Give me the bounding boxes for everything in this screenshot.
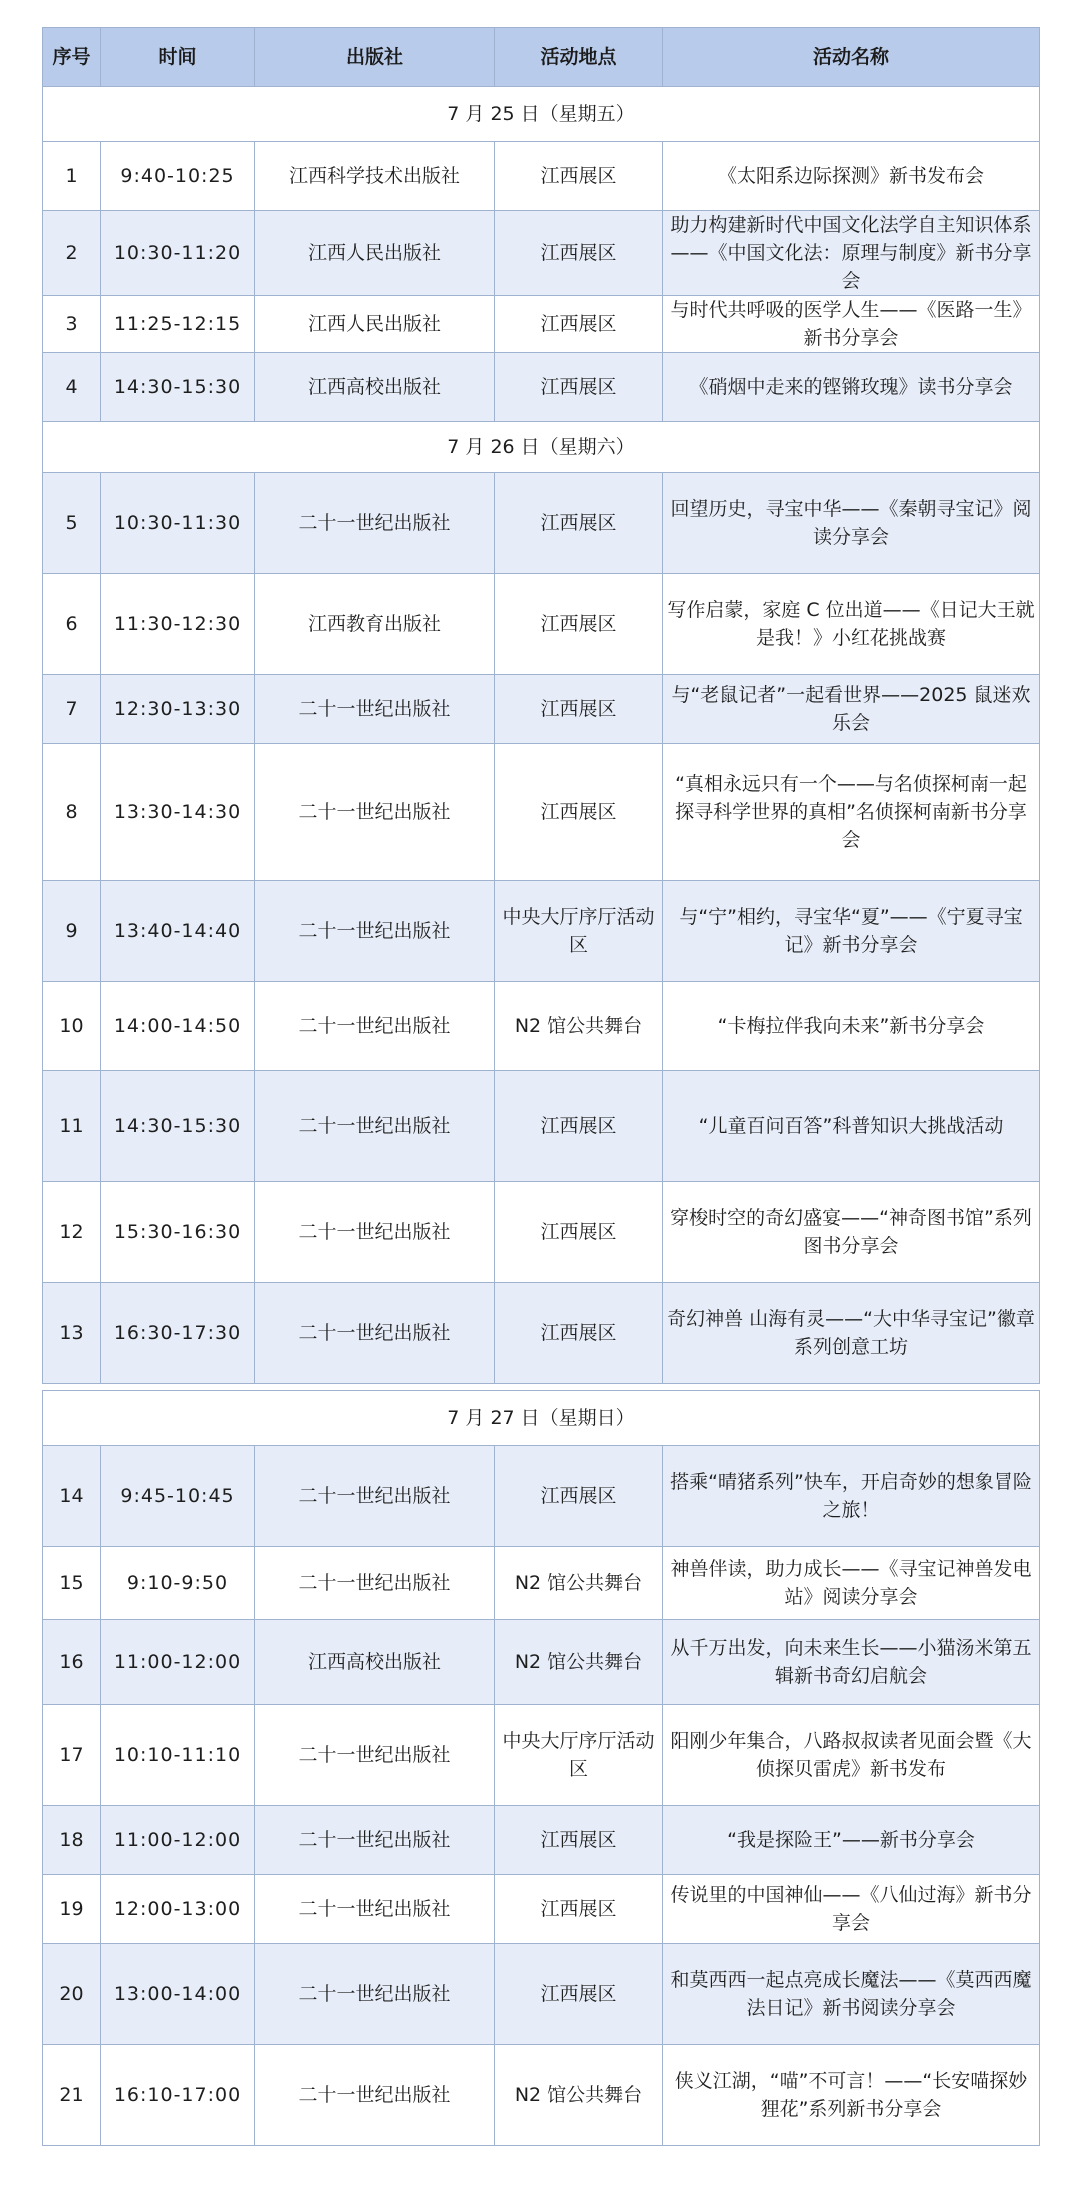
row-number: 20 [43,1944,101,2045]
row-publisher: 江西教育出版社 [255,574,495,675]
row-activity: 《太阳系边际探测》新书发布会 [663,142,1040,211]
row-activity: 与“老鼠记者”一起看世界——2025 鼠迷欢乐会 [663,675,1040,744]
row-activity: 奇幻神兽 山海有灵——“大中华寻宝记”徽章系列创意工坊 [663,1283,1040,1384]
row-venue: 江西展区 [495,744,663,881]
row-venue: 江西展区 [495,1071,663,1182]
row-publisher: 二十一世纪出版社 [255,982,495,1071]
row-venue: 江西展区 [495,1283,663,1384]
row-venue: 江西展区 [495,1182,663,1283]
schedule-table-part2 [42,1390,1040,2146]
header-row [43,28,1040,87]
schedule-table-part1 [42,27,1040,1384]
row-number: 21 [43,2045,101,2146]
row-time: 11:00-12:00 [101,1806,255,1875]
row-number: 16 [43,1620,101,1705]
row-activity: 搭乘“晴猪系列”快车，开启奇妙的想象冒险之旅！ [663,1446,1040,1547]
table-row [43,1446,1040,1547]
row-venue: 江西展区 [495,142,663,211]
row-venue: 江西展区 [495,296,663,353]
row-venue: 江西展区 [495,675,663,744]
row-publisher: 二十一世纪出版社 [255,1806,495,1875]
row-venue: 江西展区 [495,574,663,675]
row-publisher: 江西科学技术出版社 [255,142,495,211]
row-time: 12:30-13:30 [101,675,255,744]
table-row [43,2045,1040,2146]
row-activity: “我是探险王”——新书分享会 [663,1806,1040,1875]
row-activity: 穿梭时空的奇幻盛宴——“神奇图书馆”系列图书分享会 [663,1182,1040,1283]
row-venue: 江西展区 [495,1875,663,1944]
row-time: 10:30-11:20 [101,211,255,296]
row-activity: “卡梅拉伴我向未来”新书分享会 [663,982,1040,1071]
row-time: 15:30-16:30 [101,1182,255,1283]
row-publisher: 江西高校出版社 [255,353,495,422]
row-number: 18 [43,1806,101,1875]
date-label: 7 月 25 日（星期五） [43,87,1040,142]
table-row [43,1071,1040,1182]
row-publisher: 二十一世纪出版社 [255,881,495,982]
row-number: 10 [43,982,101,1071]
row-number: 19 [43,1875,101,1944]
header-seq: 序号 [43,28,101,87]
table-row [43,1283,1040,1384]
row-publisher: 二十一世纪出版社 [255,2045,495,2146]
row-number: 6 [43,574,101,675]
row-time: 10:30-11:30 [101,473,255,574]
row-number: 8 [43,744,101,881]
row-activity: 《硝烟中走来的铿锵玫瑰》读书分享会 [663,353,1040,422]
date-row-day1 [43,87,1040,142]
row-publisher: 二十一世纪出版社 [255,1283,495,1384]
table-row [43,982,1040,1071]
row-publisher: 二十一世纪出版社 [255,1547,495,1620]
row-activity: 写作启蒙，家庭 C 位出道——《日记大王就是我！》小红花挑战赛 [663,574,1040,675]
row-venue: 江西展区 [495,353,663,422]
row-activity: 与时代共呼吸的医学人生——《医路一生》新书分享会 [663,296,1040,353]
row-time: 10:10-11:10 [101,1705,255,1806]
row-number: 7 [43,675,101,744]
table-row [43,473,1040,574]
row-activity: “真相永远只有一个——与名侦探柯南一起探寻科学世界的真相”名侦探柯南新书分享会 [663,744,1040,881]
table-row [43,211,1040,296]
row-venue: 江西展区 [495,211,663,296]
row-number: 2 [43,211,101,296]
table-row [43,574,1040,675]
row-time: 9:10-9:50 [101,1547,255,1620]
header-publisher: 出版社 [255,28,495,87]
table-row [43,881,1040,982]
row-activity: 和莫西西一起点亮成长魔法——《莫西西魔法日记》新书阅读分享会 [663,1944,1040,2045]
table-row [43,1620,1040,1705]
row-time: 11:25-12:15 [101,296,255,353]
row-publisher: 二十一世纪出版社 [255,1705,495,1806]
row-activity: 传说里的中国神仙——《八仙过海》新书分享会 [663,1875,1040,1944]
row-time: 13:00-14:00 [101,1944,255,2045]
table-row [43,1182,1040,1283]
row-venue: N2 馆公共舞台 [495,982,663,1071]
table-row [43,296,1040,353]
row-number: 5 [43,473,101,574]
table-row [43,1806,1040,1875]
row-publisher: 江西人民出版社 [255,296,495,353]
row-time: 11:30-12:30 [101,574,255,675]
table-row [43,1705,1040,1806]
row-publisher: 二十一世纪出版社 [255,675,495,744]
row-venue: 江西展区 [495,1446,663,1547]
header-venue: 活动地点 [495,28,663,87]
row-number: 3 [43,296,101,353]
row-publisher: 二十一世纪出版社 [255,1182,495,1283]
row-publisher: 江西人民出版社 [255,211,495,296]
row-venue: N2 馆公共舞台 [495,1620,663,1705]
date-row-day3 [43,1391,1040,1446]
row-activity: 助力构建新时代中国文化法学自主知识体系——《中国文化法：原理与制度》新书分享会 [663,211,1040,296]
row-number: 9 [43,881,101,982]
date-row-day2 [43,422,1040,473]
table-row [43,744,1040,881]
row-venue: N2 馆公共舞台 [495,1547,663,1620]
table-row [43,353,1040,422]
row-number: 15 [43,1547,101,1620]
row-activity: 神兽伴读，助力成长——《寻宝记神兽发电站》阅读分享会 [663,1547,1040,1620]
row-time: 14:30-15:30 [101,1071,255,1182]
row-number: 17 [43,1705,101,1806]
row-number: 4 [43,353,101,422]
row-venue: 江西展区 [495,1944,663,2045]
row-time: 16:10-17:00 [101,2045,255,2146]
row-publisher: 二十一世纪出版社 [255,744,495,881]
schedule-sheet [42,27,1039,2146]
row-publisher: 二十一世纪出版社 [255,1446,495,1547]
row-publisher: 二十一世纪出版社 [255,1944,495,2045]
row-number: 11 [43,1071,101,1182]
row-publisher: 二十一世纪出版社 [255,1071,495,1182]
row-number: 12 [43,1182,101,1283]
row-activity: 阳刚少年集合，八路叔叔读者见面会暨《大侦探贝雷虎》新书发布 [663,1705,1040,1806]
table-row [43,1944,1040,2045]
row-time: 13:40-14:40 [101,881,255,982]
row-time: 14:00-14:50 [101,982,255,1071]
row-time: 14:30-15:30 [101,353,255,422]
date-label: 7 月 26 日（星期六） [43,422,1040,473]
row-venue: N2 馆公共舞台 [495,2045,663,2146]
row-venue: 中央大厅序厅活动区 [495,1705,663,1806]
table-row [43,1547,1040,1620]
row-publisher: 二十一世纪出版社 [255,1875,495,1944]
row-activity: “儿童百问百答”科普知识大挑战活动 [663,1071,1040,1182]
header-activity: 活动名称 [663,28,1040,87]
row-number: 14 [43,1446,101,1547]
row-venue: 中央大厅序厅活动区 [495,881,663,982]
row-time: 11:00-12:00 [101,1620,255,1705]
row-time: 9:40-10:25 [101,142,255,211]
table-row [43,142,1040,211]
row-venue: 江西展区 [495,473,663,574]
row-activity: 侠义江湖，“喵”不可言！——“长安喵探妙狸花”系列新书分享会 [663,2045,1040,2146]
date-label: 7 月 27 日（星期日） [43,1391,1040,1446]
table-row [43,1875,1040,1944]
header-time: 时间 [101,28,255,87]
row-time: 9:45-10:45 [101,1446,255,1547]
table-row [43,675,1040,744]
row-venue: 江西展区 [495,1806,663,1875]
row-activity: 回望历史，寻宝中华——《秦朝寻宝记》阅读分享会 [663,473,1040,574]
row-number: 13 [43,1283,101,1384]
row-activity: 与“宁”相约，寻宝华“夏”——《宁夏寻宝记》新书分享会 [663,881,1040,982]
row-number: 1 [43,142,101,211]
row-activity: 从千万出发，向未来生长——小猫汤米第五辑新书奇幻启航会 [663,1620,1040,1705]
row-time: 16:30-17:30 [101,1283,255,1384]
row-time: 12:00-13:00 [101,1875,255,1944]
row-time: 13:30-14:30 [101,744,255,881]
row-publisher: 二十一世纪出版社 [255,473,495,574]
row-publisher: 江西高校出版社 [255,1620,495,1705]
